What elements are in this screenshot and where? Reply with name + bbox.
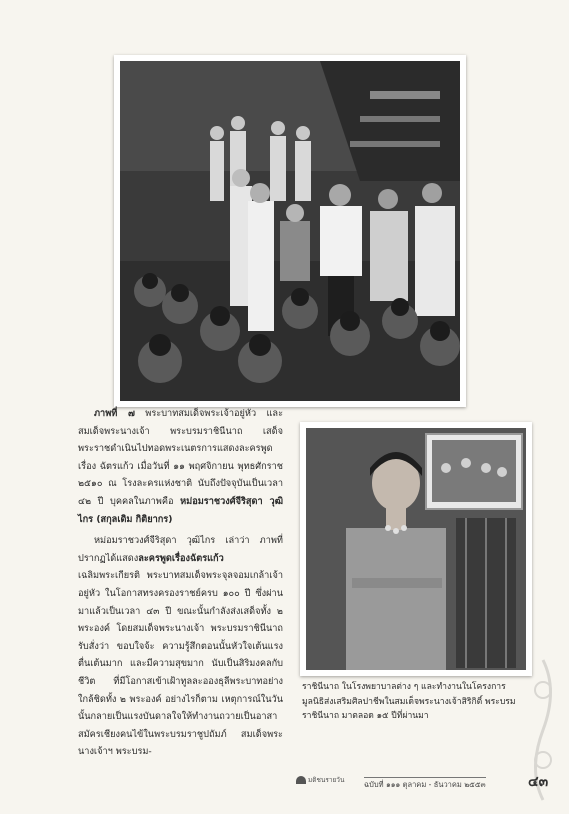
caption-label: ภาพที่ ๗ — [94, 408, 135, 419]
side-photo-caption: ราชินีนาถ ในโรงพยาบาลต่าง ๆ และทำงานในโครงการมูลนิธิส่งเสริมศิลปาชีพในสมเด็จพระนางเจ้าสิริกิติ์ พระบรมราชินีนาถ มาตลอด ๑๕ ปีที่ผ่านมา — [302, 682, 516, 722]
page-footer — [296, 773, 556, 793]
logo-icon — [296, 776, 306, 784]
main-caption — [78, 405, 283, 528]
logo-text: มติชนรายวัน — [308, 776, 345, 784]
side-photo — [300, 422, 532, 676]
publisher-logo — [296, 775, 346, 789]
emblem-watermark-icon — [523, 650, 563, 810]
page-number: ๔๓ — [528, 774, 549, 790]
body-text-rest: เฉลิมพระเกียรติ พระบาทสมเด็จพระจุลจอมเกล้าเจ้าอยู่หัว ในโอกาสทรงครองราชย์ครบ ๑๐๐ ปี ซึ่งผ่านมาแล้วเป็นเวลา ๔๓ ปี ขณะนั้นกำลังส่งเสด็จทั้ง ๒ พระองค์ โดยสมเด็จพระนางเจ้า พระบรมราชินีนาถ รับสั่งว่า ขอบใจจ้ะ ความรู้สึกตอนนั้นหัวใจเต้นแรง ตื่นเต้นมาก และมีความสุขมาก นับเป็นสิริมงคลกับชีวิต ที่มีโอกาสเข้าเฝ้าทูลละอองธุลีพระบาทอย่างใกล้ชิดทั้ง ๒ พระองค์ อย่างไรก็ตาม เหตุการณ์ในวันนั้นกลายเป็นแรงบันดาลใจให้ทำงานถวายเป็นอาสาสมัครเชียงคนไข้ในพระบรมราชูปถัมภ์ สมเด็จพระนางเจ้าฯ พระบรม- — [78, 570, 283, 758]
body-paragraph — [78, 532, 283, 761]
issue-info: ฉบับที่ ๑๑๑ ตุลาคม - ธันวาคม ๒๕๕๓ — [364, 777, 486, 791]
caption-text: พระบาทสมเด็จพระเจ้าอยู่หัว และสมเด็จพระนางเจ้า พระบรมราชินีนาถ เสด็จพระราชดำเนินไปทอดพระเนตรการแสดงละครพูด เรื่อง ฉัตรแก้ว เมื่อวันที่ ๑๑ พฤศจิกายน พุทธศักราช ๒๕๑๐ ณ โรงละครแห่งชาติ นับถึงปัจจุบันเป็นเวลา ๔๒ ปี บุคคลในภาพคือ — [78, 408, 284, 507]
caption-person: หม่อมราชวงศ์จีริสุดา วุฒิไกร (สกุลเดิม กิติยากร) — [78, 495, 283, 525]
photo-group-royal-event-image — [120, 61, 460, 401]
article-text-column — [78, 405, 283, 765]
main-photo — [114, 55, 466, 407]
body-play-title: ละครพูดเรื่องฉัตรแก้ว — [138, 552, 224, 564]
body-text-start: หม่อมราชวงศ์จีริสุดา วุฒิไกร เล่าว่า ภาพที่ปรากฏได้แสดง — [78, 535, 283, 564]
photo-woman-portrait-image — [306, 428, 526, 670]
